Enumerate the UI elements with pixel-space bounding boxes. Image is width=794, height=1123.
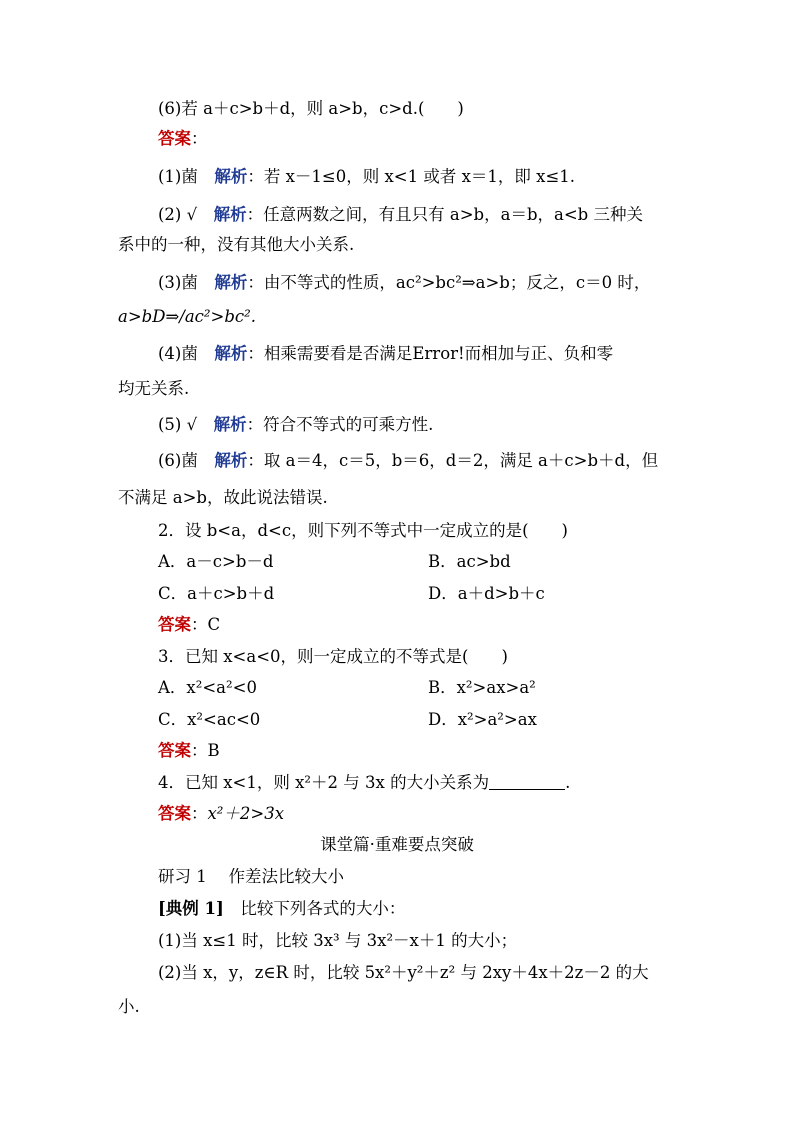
section-title: 课堂篇·重难要点突破	[320, 835, 474, 854]
analysis-label: 解析	[214, 167, 248, 186]
answer-value: C	[207, 615, 221, 634]
question-2-option-b: B．ac>bd	[428, 552, 511, 571]
example-1-part-2-cont: 小.	[118, 997, 140, 1016]
question-2-answer	[158, 614, 220, 636]
question-2-option-a: A．a－c>b－d	[158, 552, 274, 571]
analysis-label: 解析	[214, 273, 248, 292]
solution-5-mark: (5) √	[158, 415, 198, 434]
answer-colon: ：	[191, 615, 208, 634]
study-heading: 研习 1 作差法比较大小	[158, 867, 344, 886]
answer-colon: ：	[191, 741, 208, 760]
question-4-answer	[158, 803, 284, 825]
answer-colon: ：	[191, 804, 208, 823]
answer-label: 答案	[158, 129, 191, 148]
question-2-option-d: D．a＋d>b＋c	[428, 584, 545, 603]
question-4-period: .	[565, 773, 571, 792]
example-1-intro	[158, 898, 405, 920]
answer-value: B	[207, 741, 220, 760]
analysis-label: 解析	[213, 415, 247, 434]
solution-3-text: ：由不等式的性质，ac²>bc²⇒a>b；反之，c＝0 时，	[247, 273, 651, 292]
question-2-stem: 2．设 b<a，d<c，则下列不等式中一定成立的是( )	[158, 521, 568, 540]
answer-value: x²＋2>3x	[207, 804, 285, 823]
solution-4-cont: 均无关系.	[118, 379, 190, 398]
question-4-text: 4．已知 x<1，则 x²＋2 与 3x 的大小关系为	[158, 773, 490, 792]
question-3-option-c: C．x²<ac<0	[158, 710, 261, 729]
question-3-option-a: A．x²<a²<0	[158, 678, 257, 697]
question-2-option-c: C．a＋c>b＋d	[158, 584, 275, 603]
solution-5	[158, 414, 433, 436]
answer-label: 答案	[158, 741, 191, 760]
solution-4-text: ：相乘需要看是否满足Error!而相加与正、负和零	[247, 344, 614, 363]
solution-2	[158, 204, 643, 226]
analysis-label: 解析	[214, 451, 248, 470]
question-3-stem: 3．已知 x<a<0，则一定成立的不等式是( )	[158, 647, 508, 666]
solution-6-mark: (6)菌	[158, 451, 198, 470]
solution-2-text: ：任意两数之间，有且只有 a>b，a＝b，a<b 三种关	[246, 205, 643, 224]
solution-2-cont: 系中的一种，没有其他大小关系.	[118, 235, 355, 254]
solution-1	[158, 166, 575, 188]
answer-label: 答案	[158, 804, 191, 823]
solution-3-mark: (3)菌	[158, 273, 198, 292]
solution-5-text: ：符合不等式的可乘方性.	[246, 415, 434, 434]
example-label: [典例 1]	[158, 899, 224, 918]
answer-label: 答案	[158, 615, 191, 634]
solution-2-mark: (2) √	[158, 205, 198, 224]
question-3-option-d: D．x²>a²>ax	[428, 710, 537, 729]
question-3-option-b: B．x²>ax>a²	[428, 678, 536, 697]
answer-colon: ：	[191, 129, 208, 148]
solution-4	[158, 343, 613, 365]
solution-6-text: ：取 a＝4，c＝5，b＝6，d＝2，满足 a＋c>b＋d，但	[247, 451, 659, 470]
solution-6	[158, 450, 658, 472]
solution-3-cont: a>bD⇒/ac²>bc².	[118, 307, 257, 326]
question-4-stem	[158, 772, 570, 794]
answer-header	[158, 128, 208, 150]
solution-1-mark: (1)菌	[158, 167, 198, 186]
answer-blank	[489, 773, 565, 790]
analysis-label: 解析	[213, 205, 247, 224]
solution-3	[158, 272, 650, 294]
example-1-part-2: (2)当 x，y，z∈R 时，比较 5x²＋y²＋z² 与 2xy＋4x＋2z－2 的大	[158, 963, 649, 982]
question-3-answer	[158, 740, 220, 762]
analysis-label: 解析	[214, 344, 248, 363]
solution-6-cont: 不满足 a>b，故此说法错误.	[118, 488, 328, 507]
example-text: 比较下列各式的大小：	[223, 899, 406, 918]
solution-4-mark: (4)菌	[158, 344, 198, 363]
question-1-item-6: (6)若 a＋c>b＋d，则 a>b，c>d.( )	[158, 99, 464, 118]
solution-1-text: ：若 x－1≤0，则 x<1 或者 x＝1，即 x≤1.	[247, 167, 576, 186]
example-1-part-1: (1)当 x≤1 时，比较 3x³ 与 3x²－x＋1 的大小；	[158, 931, 518, 950]
